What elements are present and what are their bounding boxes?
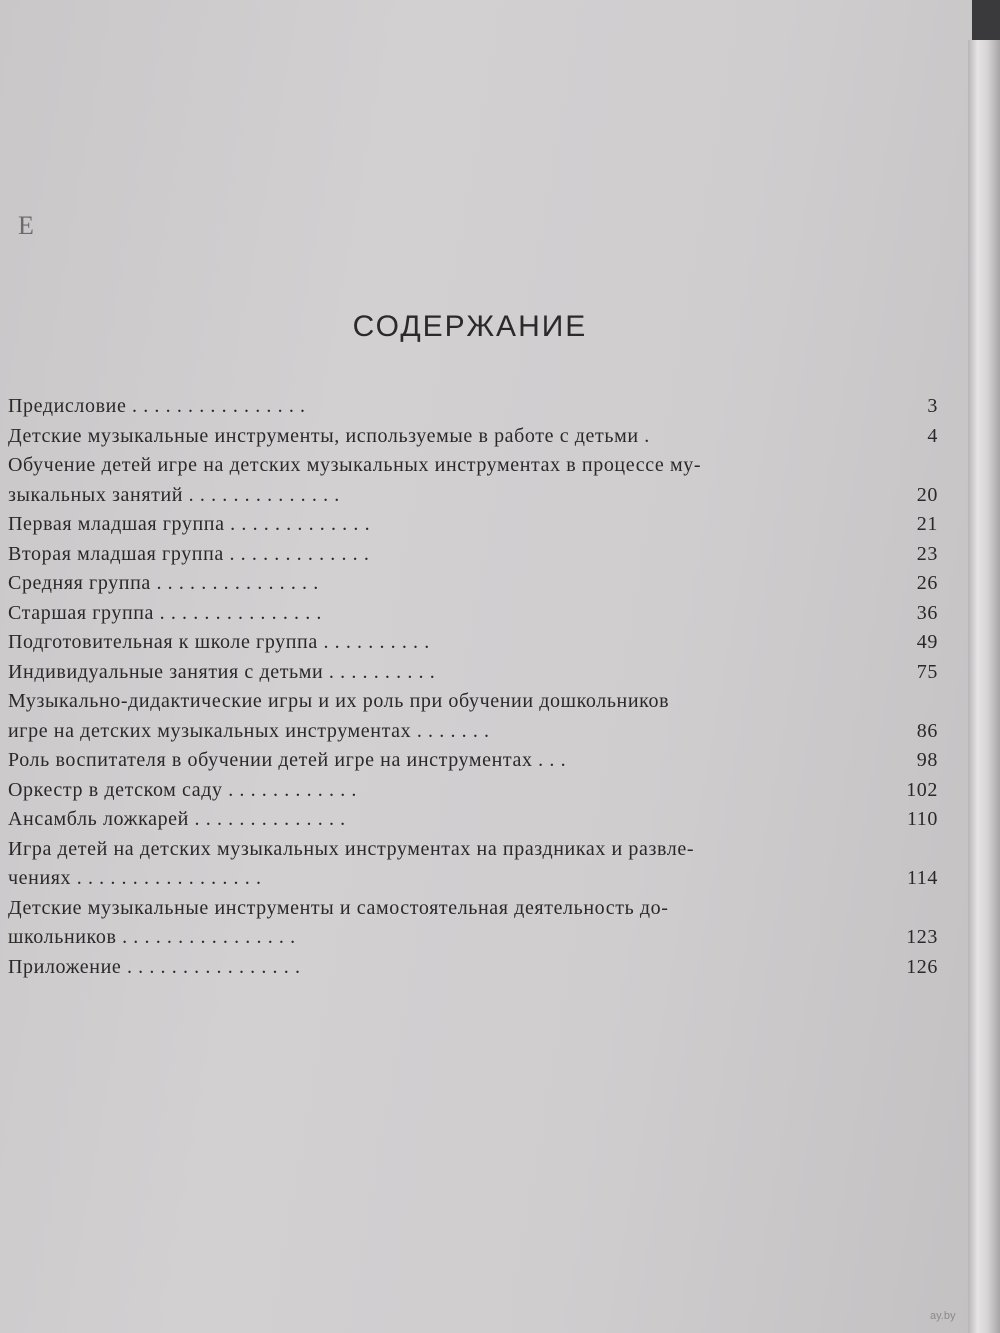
watermark: ay.by xyxy=(930,1310,956,1322)
toc-entry-page: 3 xyxy=(927,395,938,417)
page-title: СОДЕРЖАНИЕ xyxy=(352,310,588,343)
toc-row xyxy=(8,923,938,953)
toc-entry-title: чениях . . . . . . . . . . . . . . . . . xyxy=(8,867,262,889)
toc-entry-page: 110 xyxy=(906,808,938,830)
page-edge xyxy=(968,40,1000,1333)
toc-entry-page: 123 xyxy=(906,926,938,948)
toc-entry-title: Обучение детей игре на детских музыкальных инструментах в процессе му- xyxy=(8,454,702,476)
toc-row xyxy=(8,481,938,511)
toc-row xyxy=(8,392,938,422)
toc-entry-title: Вторая младшая группа . . . . . . . . . . . . . xyxy=(8,542,370,565)
toc-row xyxy=(8,658,938,688)
toc-entry-title: Игра детей на детских музыкальных инструментах на праздниках и развле- xyxy=(8,837,695,860)
toc-entry-title: Средняя группа . . . . . . . . . . . . . . . xyxy=(8,572,319,594)
toc-entry-page: 26 xyxy=(916,572,938,594)
toc-entry-page: 114 xyxy=(906,867,938,889)
toc-entry-title: Оркестр в детском саду . . . . . . . . . . . . xyxy=(8,778,358,801)
toc-row xyxy=(8,687,938,717)
toc-entry-title: Старшая группа . . . . . . . . . . . . . . . xyxy=(8,601,323,624)
toc-row xyxy=(8,717,938,747)
toc-entry-page: 36 xyxy=(916,601,938,624)
toc-row xyxy=(8,776,938,806)
toc-entry-page: 98 xyxy=(916,749,938,771)
toc-row xyxy=(8,835,938,865)
toc-entry-page: 4 xyxy=(927,424,938,447)
toc-row xyxy=(8,540,938,570)
toc-entry-title: Первая младшая группа . . . . . . . . . . . . . xyxy=(8,513,371,535)
side-mark: E xyxy=(18,211,34,240)
toc-entry-page: 20 xyxy=(916,483,938,506)
toc-entry-title: Индивидуальные занятия с детьми . . . . . . . . . . xyxy=(8,660,436,683)
toc-row xyxy=(8,953,938,983)
toc-entry-title: Детские музыкальные инструменты, используемые в работе с детьми . xyxy=(8,424,650,447)
toc-entry-title: Подготовительная к школе группа . . . . . . . . . . xyxy=(8,631,430,653)
toc-entry-page: 21 xyxy=(916,513,938,535)
toc-entry-title: Предисловие . . . . . . . . . . . . . . . . xyxy=(8,395,306,417)
toc-entry-page: 75 xyxy=(916,660,938,683)
toc-entry-page: 102 xyxy=(906,778,938,801)
toc-entry-page: 49 xyxy=(916,631,938,653)
toc-entry-title: зыкальных занятий . . . . . . . . . . . . . . xyxy=(8,483,340,506)
toc-entry-page: 126 xyxy=(906,955,938,978)
toc-row xyxy=(8,569,938,599)
toc-entry-page: 23 xyxy=(916,542,938,565)
toc-row xyxy=(8,894,938,924)
toc-entry-title: Детские музыкальные инструменты и самостоятельная деятельность до- xyxy=(8,896,669,919)
toc-row xyxy=(8,422,938,452)
toc-row xyxy=(8,746,938,776)
toc-row xyxy=(8,805,938,835)
toc-entry-title: школьников . . . . . . . . . . . . . . . . xyxy=(8,926,296,948)
toc-entry-title: Ансамбль ложкарей . . . . . . . . . . . . . . xyxy=(8,808,346,830)
toc-entry-title: Приложение . . . . . . . . . . . . . . . . xyxy=(8,955,301,978)
toc-entry-page: 86 xyxy=(916,719,938,742)
toc-entry-title: Музыкально-дидактические игры и их роль при обучении дошкольников xyxy=(8,690,670,712)
toc-entry-title: игре на детских музыкальных инструментах . . . . . . . xyxy=(8,719,490,742)
toc-row xyxy=(8,599,938,629)
toc-row xyxy=(8,510,938,540)
toc-row xyxy=(8,628,938,658)
toc-entry-title: Роль воспитателя в обучении детей игре на инструментах . . . xyxy=(8,749,567,771)
toc-row xyxy=(8,864,938,894)
table-of-contents xyxy=(8,392,938,982)
toc-row xyxy=(8,451,938,481)
